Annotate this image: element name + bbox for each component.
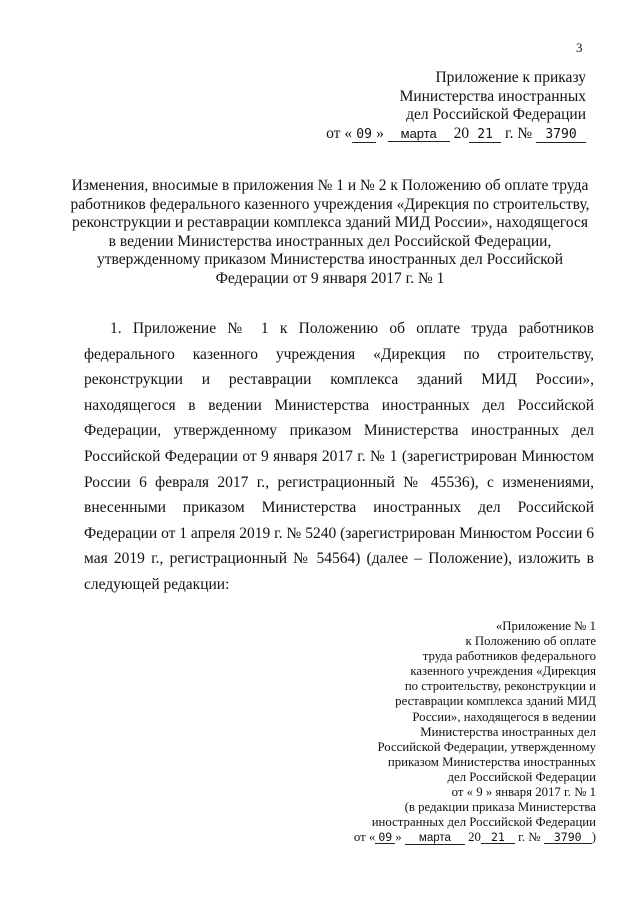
- order-date-line: [326, 125, 586, 144]
- date-prefix: от «: [353, 830, 376, 845]
- document-title: [70, 177, 590, 289]
- appendix-line: Российской Федерации, утвержденному: [377, 739, 596, 754]
- date-year-suffix: г. №: [501, 124, 533, 142]
- handwritten-order-number: 3790: [544, 831, 592, 844]
- handwritten-year: 21: [469, 128, 501, 143]
- order-header: [326, 69, 586, 143]
- appendix-line: от « 9 » января 2017 г. № 1: [451, 785, 596, 800]
- header-line: Приложение к приказу: [435, 69, 586, 86]
- appendix-line: (в редакции приказа Министерства: [404, 800, 596, 815]
- handwritten-month: марта: [388, 127, 450, 142]
- appendix-line: иностранных дел Российской Федерации: [371, 815, 596, 830]
- appendix-header: [326, 619, 596, 845]
- appendix-line: по строительству, реконструкции и: [404, 679, 596, 694]
- handwritten-year: 21: [481, 831, 515, 844]
- appendix-line: «Приложение № 1: [495, 619, 596, 633]
- appendix-line: реставрации комплекса зданий МИД: [395, 694, 596, 709]
- appendix-line: дел Российской Федерации: [447, 769, 596, 784]
- date-year-prefix: 20: [453, 124, 470, 142]
- body-text: [84, 316, 594, 598]
- paragraph-1-text: 1. Приложение № 1 к Положению об оплате труда работников федерального казенного учреждения «Дирекция по строительству, реконструкции и реставрации комплекса зданий МИД России», находящегося в ведении Министерства иностранных дел Российской Федерации, утвержденному приказом Министерства иностранных дел Российской Федерации от 9 января 2017 г. № 1 (зарегистрирован Минюстом России 6 февраля 2017 г., регистрационный № 45536), с изменениями, внесенными приказом Министерства иностранных дел Российской Федерации от 1 апреля 2019 г. № 5240 (зарегистрирован Минюстом России 6 мая 2019 г., регистрационный № 54564) (далее – Положение), изложить в следующей редакции:: [84, 320, 594, 593]
- appendix-date-line: [326, 830, 596, 845]
- date-quote-close: »: [395, 830, 402, 845]
- appendix-line: к Положению об оплате: [465, 634, 596, 649]
- closing-paren: ): [591, 830, 596, 845]
- appendix-line: приказом Министерства иностранных: [387, 754, 596, 769]
- title-line: утвержденному приказом Министерства иностранных дел Российской: [96, 251, 564, 269]
- paragraph-1: [84, 316, 594, 598]
- title-line: Федерации от 9 января 2017 г. № 1: [215, 269, 445, 287]
- appendix-line: казенного учреждения «Дирекция: [410, 664, 596, 679]
- appendix-line: труда работников федерального: [422, 649, 596, 664]
- date-year-suffix: г. №: [514, 830, 541, 845]
- appendix-line: России», находящегося в ведении: [412, 709, 596, 724]
- date-quote-close: »: [376, 124, 384, 142]
- handwritten-month: марта: [405, 832, 465, 845]
- handwritten-day: 09: [352, 128, 376, 143]
- page-number: 3: [576, 40, 583, 55]
- title-line: реконструкции и реставрации комплекса зданий МИД России», находящегося: [72, 214, 588, 232]
- header-line: дел Российской Федерации: [406, 106, 586, 123]
- handwritten-day: 09: [375, 831, 395, 844]
- appendix-line: Министерства иностранных дел: [420, 724, 596, 739]
- title-line: работников федерального казенного учреждения «Дирекция по строительству,: [70, 195, 590, 213]
- header-line: Министерства иностранных: [399, 87, 586, 105]
- handwritten-order-number: 3790: [536, 128, 586, 143]
- date-prefix: от «: [326, 124, 353, 142]
- date-year-prefix: 20: [468, 830, 481, 845]
- title-line: в ведении Министерства иностранных дел Российской Федерации,: [108, 232, 552, 250]
- title-line: Изменения, вносимые в приложения № 1 и № 2 к Положению об оплате труда: [71, 177, 589, 194]
